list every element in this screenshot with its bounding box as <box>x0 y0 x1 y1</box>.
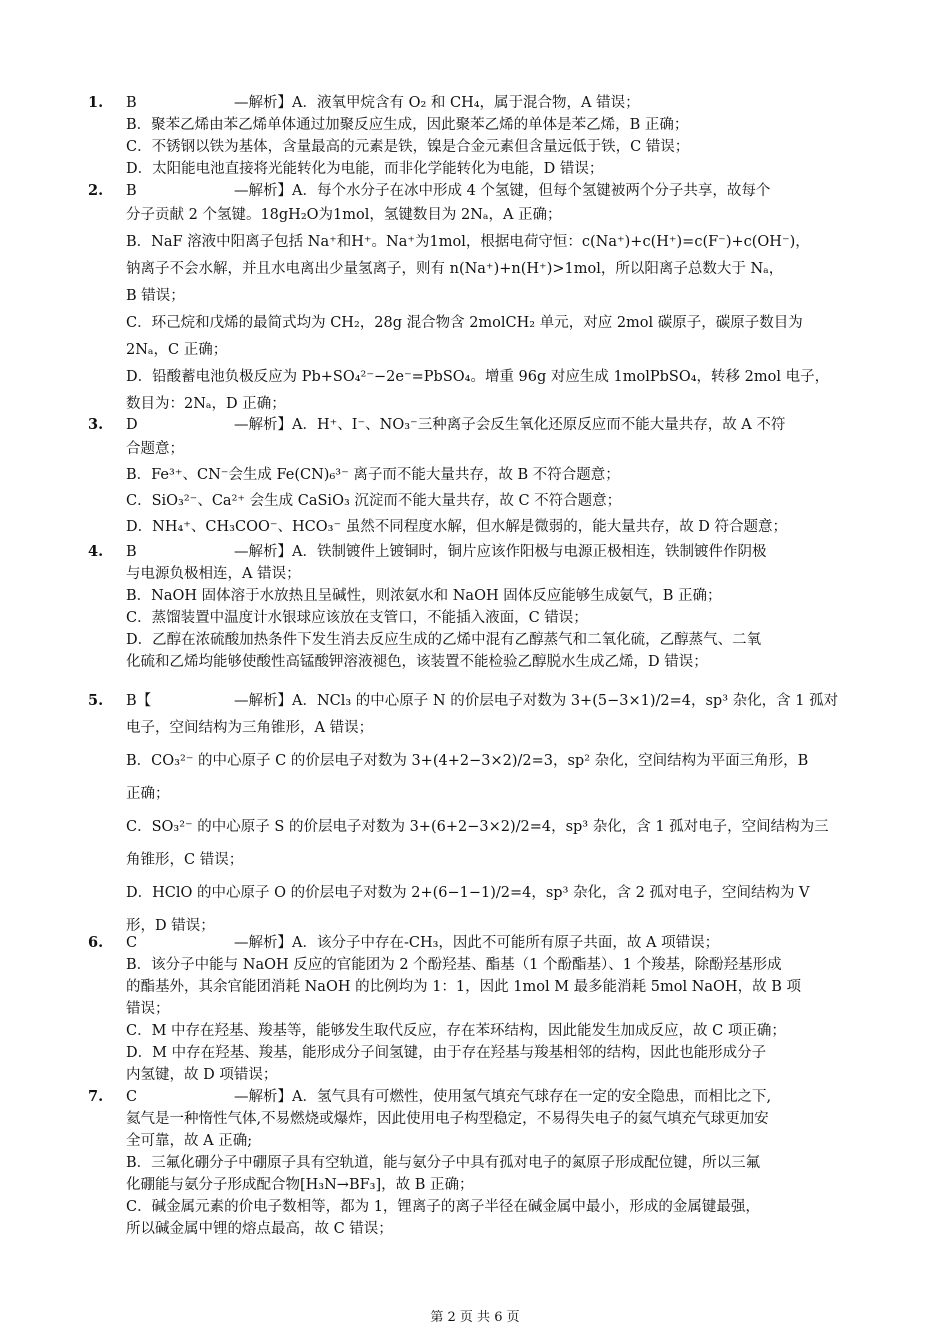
explanation-line: B．该分子中能与 NaOH 反应的官能团为 2 个酚羟基、酯基（1 个酚酯基）、1 个羧基，除酚羟基形成 <box>126 957 782 973</box>
question-5 <box>88 690 860 943</box>
explanation-line: D．NH₄⁺、CH₃COO⁻、HCO₃⁻ 虽然不同程度水解，但水解是微弱的，能大量共存，故 D 符合题意； <box>126 519 788 535</box>
explanation-line: 正确； <box>126 786 170 802</box>
question-number: 7. <box>88 1088 104 1105</box>
explanation-line: 错误； <box>126 1001 170 1017</box>
explanation-line: D．太阳能电池直接将光能转化为电能，而非化学能转化为电能，D 错误； <box>126 161 604 177</box>
explanation-line: 分子贡献 2 个氢键。18gH₂O为1mol，氢键数目为 2Nₐ，A 正确； <box>126 207 562 223</box>
explanation-line: C．环己烷和戊烯的最简式均为 CH₂，28g 混合物含 2molCH₂ 单元，对应 2mol 碳原子，碳原子数目为 <box>126 315 803 331</box>
question-number: 4. <box>88 543 104 560</box>
question-7 <box>88 1086 860 1240</box>
explanation-line: B．NaF 溶液中阳离子包括 Na⁺和H⁺。Na⁺为1mol，根据电荷守恒：c(Na⁺)+c(H⁺)=c(F⁻)+c(OH⁻)， <box>126 234 810 250</box>
question-head: —解析】A．该分子中存在-CH₃，因此不可能所有原子共面，故 A 项错误； <box>234 935 720 951</box>
explanation-line: 钠离子不会水解，并且水电离出少量氢离子，则有 n(Na⁺)+n(H⁺)>1mol，所以阳离子总数大于 Nₐ， <box>126 261 784 277</box>
explanation-line: 全可靠，故 A 正确; <box>126 1133 253 1149</box>
explanation-line: B．三氟化硼分子中硼原子具有空轨道，能与氨分子中具有孤对电子的氮原子形成配位键，所以三氟 <box>126 1155 761 1171</box>
explanation-line: 内氢键，故 D 项错误； <box>126 1067 278 1083</box>
question-answer: C <box>126 935 138 951</box>
question-head: —解析】A．NCl₃ 的中心原子 N 的价层电子对数为 3+(5−3×1)/2=4，sp³ 杂化，含 1 孤对 <box>234 693 839 709</box>
explanation-line: 的酯基外，其余官能团消耗 NaOH 的比例均为 1：1，因此 1mol M 最多能消耗 5mol NaOH，故 B 项 <box>126 979 801 995</box>
question-head: —解析】A．液氧甲烷含有 O₂ 和 CH₄，属于混合物，A 错误； <box>234 95 640 111</box>
question-answer: B <box>126 183 137 199</box>
explanation-line: 与电源负极相连，A 错误； <box>126 566 301 582</box>
question-6 <box>88 932 860 1086</box>
explanation-line: D．铅酸蓄电池负极反应为 Pb+SO₄²⁻−2e⁻=PbSO₄。增重 96g 对应生成 1molPbSO₄，转移 2mol 电子， <box>126 369 830 385</box>
explanation-line: 所以碱金属中锂的熔点最高，故 C 错误； <box>126 1221 393 1237</box>
question-number: 2. <box>88 182 104 199</box>
question-head: —解析】A．每个水分子在冰中形成 4 个氢键，但每个氢键被两个分子共享，故每个 <box>234 183 771 199</box>
explanation-line: B．NaOH 固体溶于水放热且呈碱性，则浓氨水和 NaOH 固体反应能够生成氨气，B 正确； <box>126 588 722 604</box>
explanation-line: B．聚苯乙烯由苯乙烯单体通过加聚反应生成，因此聚苯乙烯的单体是苯乙烯，B 正确； <box>126 117 689 133</box>
explanation-line: 电子，空间结构为三角锥形，A 错误； <box>126 720 374 736</box>
explanation-line: B 错误； <box>126 288 185 304</box>
question-3 <box>88 414 860 540</box>
question-head: —解析】A．H⁺、I⁻、NO₃⁻三种离子会反生氧化还原反应而不能大量共存，故 A 不符 <box>234 417 786 433</box>
question-answer: B <box>126 95 137 111</box>
explanation-line: C．SO₃²⁻ 的中心原子 S 的价层电子对数为 3+(6+2−3×2)/2=4，sp³ 杂化，含 1 孤对电子，空间结构为三 <box>126 819 829 835</box>
explanation-line: 角锥形，C 错误； <box>126 852 244 868</box>
question-number: 6. <box>88 934 104 951</box>
question-2 <box>88 180 860 418</box>
explanation-line: C．SiO₃²⁻、Ca²⁺ 会生成 CaSiO₃ 沉淀而不能大量共存，故 C 不符合题意； <box>126 493 622 509</box>
page-footer: 第 2 页 共 6 页 <box>430 1310 520 1325</box>
explanation-line: D．HClO 的中心原子 O 的价层电子对数为 2+(6−1−1)/2=4，sp³ 杂化，含 2 孤对电子，空间结构为 V <box>126 885 810 901</box>
question-answer: D <box>126 417 138 433</box>
explanation-line: D．乙醇在浓硫酸加热条件下发生消去反应生成的乙烯中混有乙醇蒸气和二氧化硫，乙醇蒸气、二氧 <box>126 632 762 648</box>
explanation-line: B．CO₃²⁻ 的中心原子 C 的价层电子对数为 3+(4+2−3×2)/2=3，sp² 杂化，空间结构为平面三角形，B <box>126 753 809 769</box>
explanation-line: C．蒸馏装置中温度计水银球应该放在支管口，不能插入液面，C 错误； <box>126 610 588 626</box>
explanation-line: D．M 中存在羟基、羧基，能形成分子间氢键，由于存在羟基与羧基相邻的结构，因此也能形成分子 <box>126 1045 767 1061</box>
explanation-line: 化硼能与氨分子形成配合物[H₃N→BF₃]，故 B 正确； <box>126 1177 474 1193</box>
question-head: —解析】A．铁制镀件上镀铜时，铜片应该作阳极与电源正极相连，铁制镀件作阴极 <box>234 544 767 560</box>
question-head: —解析】A．氢气具有可燃性，使用氢气填充气球存在一定的安全隐患，而相比之下, <box>234 1089 772 1105</box>
explanation-line: 数目为：2Nₐ，D 正确； <box>126 396 286 412</box>
explanation-line: C．碱金属元素的价电子数相等，都为 1，锂离子的离子半径在碱金属中最小，形成的金属键最强， <box>126 1199 760 1215</box>
question-answer: C <box>126 1089 138 1105</box>
explanation-line: 2Nₐ，C 正确； <box>126 342 228 358</box>
explanation-line: 氦气是一种惰性气体,不易燃烧或爆炸，因此使用电子构型稳定，不易得失电子的氦气填充气球更加安 <box>126 1111 769 1127</box>
explanation-line: 形，D 错误； <box>126 918 215 934</box>
question-4 <box>88 541 860 673</box>
question-number: 3. <box>88 416 104 433</box>
question-1 <box>88 92 860 180</box>
explanation-line: B．Fe³⁺、CN⁻会生成 Fe(CN)₆³⁻ 离子而不能大量共存，故 B 不符合题意； <box>126 467 620 483</box>
question-answer: B【 <box>126 693 152 709</box>
explanation-line: C．不锈钢以铁为基体，含量最高的元素是铁，镍是合金元素但含量远低于铁，C 错误； <box>126 139 690 155</box>
question-number: 1. <box>88 94 104 111</box>
question-number: 5. <box>88 692 104 709</box>
explanation-line: C．M 中存在羟基、羧基等，能够发生取代反应，存在苯环结构，因此能发生加成反应，故 C 项正确； <box>126 1023 786 1039</box>
explanation-line: 合题意； <box>126 441 184 457</box>
question-answer: B <box>126 544 137 560</box>
explanation-line: 化硫和乙烯均能够使酸性高锰酸钾溶液褪色，该装置不能检验乙醇脱水生成乙烯，D 错误； <box>126 654 708 670</box>
